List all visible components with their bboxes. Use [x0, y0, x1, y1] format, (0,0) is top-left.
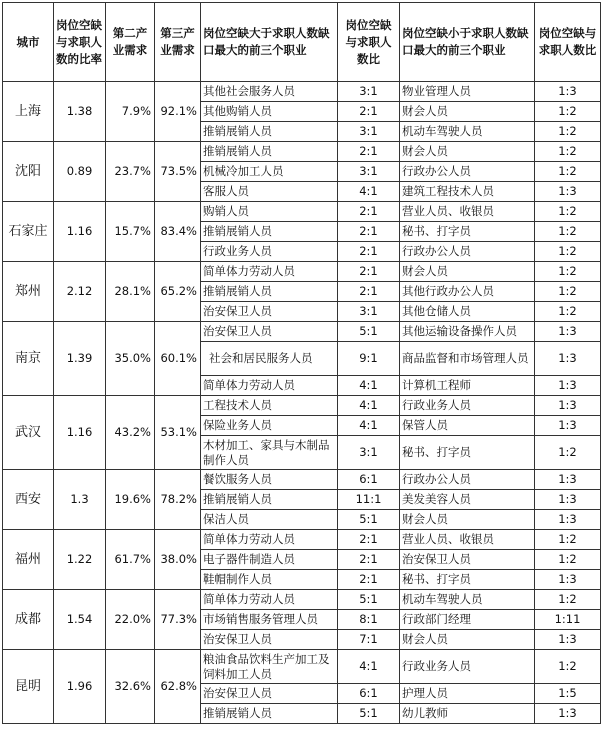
- occupation-shortage: 简单体力劳动人员: [201, 590, 338, 610]
- ratio-surplus: 1:2: [535, 122, 601, 142]
- city-name: 石家庄: [3, 202, 54, 262]
- vacancy-ratio: 1.96: [54, 650, 106, 724]
- occupation-surplus: 营业人员、收银员: [400, 202, 535, 222]
- ratio-surplus: 1:3: [535, 82, 601, 102]
- occupation-shortage: 简单体力劳动人员: [201, 262, 338, 282]
- ratio-shortage: 4:1: [338, 650, 400, 684]
- secondary-demand: 61.7%: [106, 530, 155, 590]
- occupation-shortage: 粮油食品饮料生产加工及饲料加工人员: [201, 650, 338, 684]
- header-tertiary: 第三产业需求: [155, 3, 201, 82]
- table-row: [3, 82, 601, 102]
- ratio-shortage: 3:1: [338, 302, 400, 322]
- ratio-surplus: 1:3: [535, 490, 601, 510]
- occupation-shortage: 治安保卫人员: [201, 684, 338, 704]
- tertiary-demand: 92.1%: [155, 82, 201, 142]
- ratio-shortage: 2:1: [338, 242, 400, 262]
- occupation-shortage: 购销人员: [201, 202, 338, 222]
- ratio-shortage: 2:1: [338, 282, 400, 302]
- vacancy-ratio: 1.54: [54, 590, 106, 650]
- occupation-shortage: 推销展销人员: [201, 122, 338, 142]
- occupation-shortage: 其他购销人员: [201, 102, 338, 122]
- vacancy-ratio: 1.22: [54, 530, 106, 590]
- table-row: [3, 142, 601, 162]
- tertiary-demand: 77.3%: [155, 590, 201, 650]
- occupation-shortage: 行政业务人员: [201, 242, 338, 262]
- ratio-shortage: 11:1: [338, 490, 400, 510]
- table-row: [3, 396, 601, 416]
- ratio-shortage: 5:1: [338, 704, 400, 724]
- occupation-surplus: 护理人员: [400, 684, 535, 704]
- ratio-surplus: 1:2: [535, 262, 601, 282]
- occupation-surplus: 美发美容人员: [400, 490, 535, 510]
- ratio-surplus: 1:2: [535, 222, 601, 242]
- occupation-surplus: 其他行政办公人员: [400, 282, 535, 302]
- occupation-surplus: 营业人员、收银员: [400, 530, 535, 550]
- city-name: 昆明: [3, 650, 54, 724]
- header-top-greater: 岗位空缺大于求职人数缺口最大的前三个职业: [201, 3, 338, 82]
- occupation-surplus: 计算机工程师: [400, 376, 535, 396]
- occupation-shortage: 机械冷加工人员: [201, 162, 338, 182]
- header-top-less: 岗位空缺小于求职人数缺口最大的前三个职业: [400, 3, 535, 82]
- occupation-surplus: 财会人员: [400, 630, 535, 650]
- occupation-surplus: 其他仓储人员: [400, 302, 535, 322]
- occupation-shortage: 餐饮服务人员: [201, 470, 338, 490]
- secondary-demand: 15.7%: [106, 202, 155, 262]
- ratio-surplus: 1:2: [535, 650, 601, 684]
- table-row: [3, 262, 601, 282]
- occupation-surplus: 行政办公人员: [400, 162, 535, 182]
- table-row: [3, 530, 601, 550]
- tertiary-demand: 83.4%: [155, 202, 201, 262]
- tertiary-demand: 62.8%: [155, 650, 201, 724]
- occupation-surplus: 建筑工程技术人员: [400, 182, 535, 202]
- ratio-shortage: 6:1: [338, 470, 400, 490]
- occupation-shortage: 治安保卫人员: [201, 302, 338, 322]
- occupation-surplus: 物业管理人员: [400, 82, 535, 102]
- ratio-shortage: 2:1: [338, 222, 400, 242]
- ratio-surplus: 1:2: [535, 590, 601, 610]
- header-city: 城市: [3, 3, 54, 82]
- occupation-shortage: 社会和居民服务人员: [201, 342, 338, 376]
- secondary-demand: 43.2%: [106, 396, 155, 470]
- table-row: [3, 202, 601, 222]
- ratio-shortage: 8:1: [338, 610, 400, 630]
- ratio-surplus: 1:11: [535, 610, 601, 630]
- occupation-surplus: 治安保卫人员: [400, 550, 535, 570]
- ratio-surplus: 1:2: [535, 550, 601, 570]
- ratio-surplus: 1:2: [535, 282, 601, 302]
- occupation-surplus: 商品监督和市场管理人员: [400, 342, 535, 376]
- ratio-shortage: 6:1: [338, 684, 400, 704]
- occupation-shortage: 其他社会服务人员: [201, 82, 338, 102]
- ratio-surplus: 1:3: [535, 396, 601, 416]
- occupation-surplus: 幼儿教师: [400, 704, 535, 724]
- occupation-surplus: 秘书、打字员: [400, 436, 535, 470]
- ratio-shortage: 2:1: [338, 202, 400, 222]
- ratio-shortage: 2:1: [338, 570, 400, 590]
- occupation-shortage: 工程技术人员: [201, 396, 338, 416]
- secondary-demand: 23.7%: [106, 142, 155, 202]
- occupation-shortage: 治安保卫人员: [201, 322, 338, 342]
- ratio-surplus: 1:3: [535, 570, 601, 590]
- city-name: 郑州: [3, 262, 54, 322]
- ratio-surplus: 1:2: [535, 242, 601, 262]
- ratio-surplus: 1:5: [535, 684, 601, 704]
- ratio-surplus: 1:2: [535, 102, 601, 122]
- ratio-shortage: 3:1: [338, 162, 400, 182]
- occupation-shortage: 推销展销人员: [201, 704, 338, 724]
- ratio-shortage: 2:1: [338, 262, 400, 282]
- table-body: [3, 82, 601, 724]
- header-ratio-less: 岗位空缺与求职人数比: [535, 3, 601, 82]
- tertiary-demand: 60.1%: [155, 322, 201, 396]
- employment-table: [2, 2, 601, 724]
- tertiary-demand: 78.2%: [155, 470, 201, 530]
- city-name: 福州: [3, 530, 54, 590]
- header-row: [3, 3, 601, 82]
- tertiary-demand: 53.1%: [155, 396, 201, 470]
- ratio-surplus: 1:3: [535, 376, 601, 396]
- ratio-surplus: 1:2: [535, 530, 601, 550]
- city-name: 南京: [3, 322, 54, 396]
- ratio-surplus: 1:3: [535, 470, 601, 490]
- ratio-shortage: 9:1: [338, 342, 400, 376]
- table-row: [3, 322, 601, 342]
- ratio-surplus: 1:2: [535, 436, 601, 470]
- city-name: 西安: [3, 470, 54, 530]
- ratio-surplus: 1:3: [535, 182, 601, 202]
- vacancy-ratio: 1.39: [54, 322, 106, 396]
- ratio-shortage: 4:1: [338, 182, 400, 202]
- vacancy-ratio: 0.89: [54, 142, 106, 202]
- city-name: 成都: [3, 590, 54, 650]
- header-secondary: 第二产业需求: [106, 3, 155, 82]
- occupation-shortage: 推销展销人员: [201, 222, 338, 242]
- ratio-surplus: 1:2: [535, 202, 601, 222]
- city-name: 上海: [3, 82, 54, 142]
- ratio-shortage: 4:1: [338, 376, 400, 396]
- ratio-shortage: 3:1: [338, 436, 400, 470]
- occupation-shortage: 推销展销人员: [201, 142, 338, 162]
- occupation-surplus: 其他运输设备操作人员: [400, 322, 535, 342]
- occupation-surplus: 机动车驾驶人员: [400, 590, 535, 610]
- table-row: [3, 470, 601, 490]
- ratio-shortage: 2:1: [338, 102, 400, 122]
- occupation-shortage: 木材加工、家具与木制品制作人员: [201, 436, 338, 470]
- occupation-shortage: 推销展销人员: [201, 282, 338, 302]
- table-row: [3, 590, 601, 610]
- ratio-surplus: 1:2: [535, 302, 601, 322]
- tertiary-demand: 38.0%: [155, 530, 201, 590]
- secondary-demand: 32.6%: [106, 650, 155, 724]
- occupation-surplus: 财会人员: [400, 102, 535, 122]
- secondary-demand: 7.9%: [106, 82, 155, 142]
- ratio-shortage: 2:1: [338, 142, 400, 162]
- city-name: 沈阳: [3, 142, 54, 202]
- ratio-surplus: 1:3: [535, 322, 601, 342]
- secondary-demand: 22.0%: [106, 590, 155, 650]
- occupation-surplus: 行政办公人员: [400, 242, 535, 262]
- occupation-shortage: 市场销售服务管理人员: [201, 610, 338, 630]
- occupation-surplus: 财会人员: [400, 142, 535, 162]
- occupation-surplus: 财会人员: [400, 262, 535, 282]
- header-vacancy-ratio: 岗位空缺与求职人数的比率: [54, 3, 106, 82]
- ratio-shortage: 5:1: [338, 590, 400, 610]
- header-ratio-greater: 岗位空缺与求职人数比: [338, 3, 400, 82]
- occupation-surplus: 保管人员: [400, 416, 535, 436]
- occupation-shortage: 电子器件制造人员: [201, 550, 338, 570]
- ratio-shortage: 4:1: [338, 416, 400, 436]
- occupation-shortage: 治安保卫人员: [201, 630, 338, 650]
- ratio-surplus: 1:3: [535, 416, 601, 436]
- ratio-shortage: 4:1: [338, 396, 400, 416]
- ratio-shortage: 5:1: [338, 510, 400, 530]
- occupation-surplus: 行政办公人员: [400, 470, 535, 490]
- vacancy-ratio: 1.3: [54, 470, 106, 530]
- secondary-demand: 19.6%: [106, 470, 155, 530]
- vacancy-ratio: 1.16: [54, 202, 106, 262]
- occupation-surplus: 财会人员: [400, 510, 535, 530]
- ratio-shortage: 7:1: [338, 630, 400, 650]
- occupation-surplus: 行政业务人员: [400, 650, 535, 684]
- ratio-shortage: 3:1: [338, 122, 400, 142]
- occupation-surplus: 秘书、打字员: [400, 570, 535, 590]
- occupation-shortage: 简单体力劳动人员: [201, 530, 338, 550]
- ratio-surplus: 1:3: [535, 510, 601, 530]
- occupation-shortage: 鞋帽制作人员: [201, 570, 338, 590]
- secondary-demand: 35.0%: [106, 322, 155, 396]
- occupation-shortage: 保洁人员: [201, 510, 338, 530]
- vacancy-ratio: 1.16: [54, 396, 106, 470]
- tertiary-demand: 73.5%: [155, 142, 201, 202]
- occupation-surplus: 行政部门经理: [400, 610, 535, 630]
- vacancy-ratio: 2.12: [54, 262, 106, 322]
- occupation-shortage: 保险业务人员: [201, 416, 338, 436]
- ratio-surplus: 1:2: [535, 162, 601, 182]
- tertiary-demand: 65.2%: [155, 262, 201, 322]
- occupation-surplus: 行政业务人员: [400, 396, 535, 416]
- ratio-surplus: 1:3: [535, 630, 601, 650]
- vacancy-ratio: 1.38: [54, 82, 106, 142]
- occupation-shortage: 简单体力劳动人员: [201, 376, 338, 396]
- table-row: [3, 650, 601, 684]
- occupation-surplus: 秘书、打字员: [400, 222, 535, 242]
- city-name: 武汉: [3, 396, 54, 470]
- ratio-shortage: 2:1: [338, 530, 400, 550]
- ratio-surplus: 1:2: [535, 142, 601, 162]
- occupation-shortage: 推销展销人员: [201, 490, 338, 510]
- ratio-shortage: 2:1: [338, 550, 400, 570]
- occupation-shortage: 客服人员: [201, 182, 338, 202]
- ratio-shortage: 5:1: [338, 322, 400, 342]
- ratio-shortage: 3:1: [338, 82, 400, 102]
- ratio-surplus: 1:3: [535, 342, 601, 376]
- secondary-demand: 28.1%: [106, 262, 155, 322]
- ratio-surplus: 1:3: [535, 704, 601, 724]
- occupation-surplus: 机动车驾驶人员: [400, 122, 535, 142]
